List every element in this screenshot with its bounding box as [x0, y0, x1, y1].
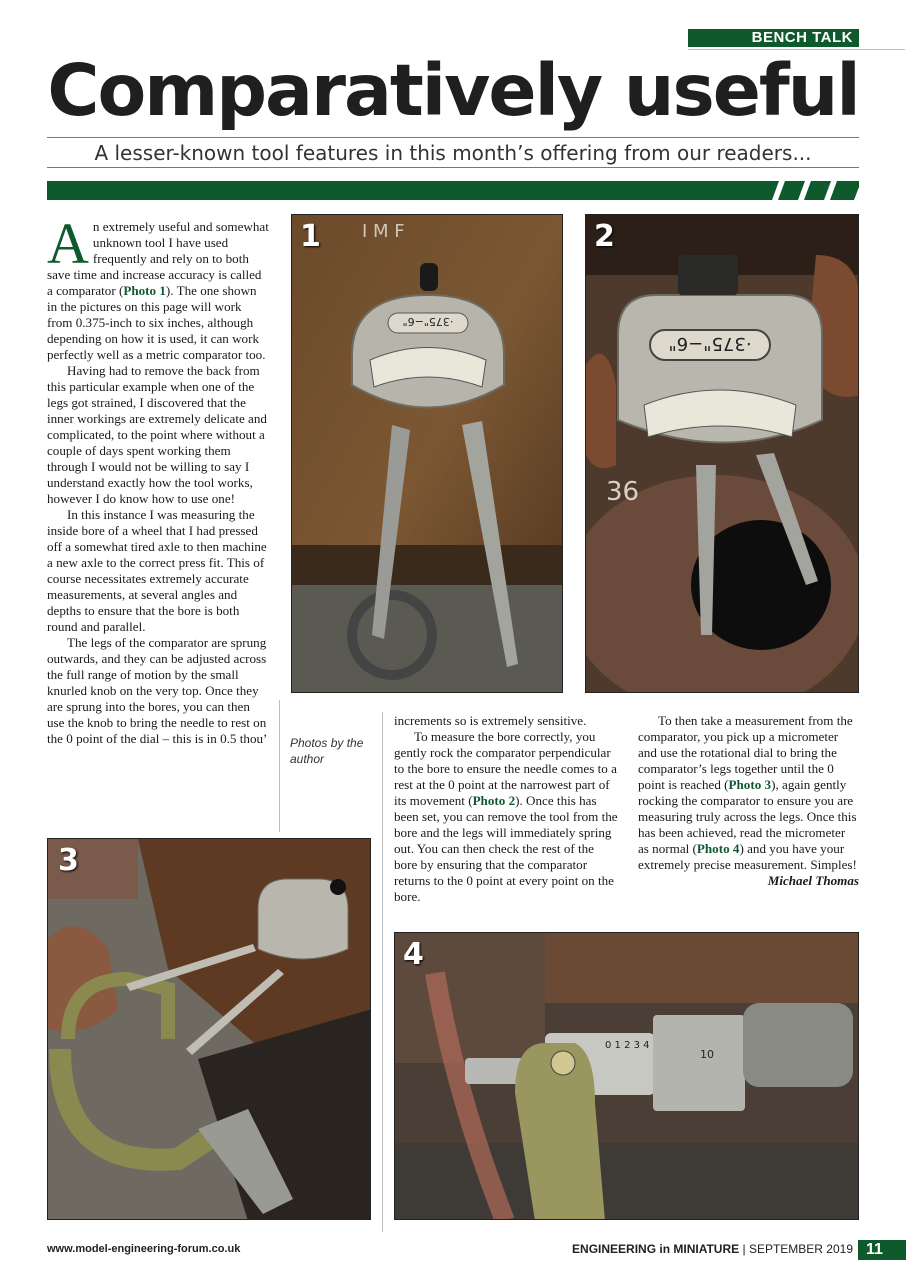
footer-magazine: ENGINEERING in MINIATURE: [572, 1242, 740, 1256]
standfirst: A lesser-known tool features in this month’s offering from our readers...: [94, 141, 812, 165]
photo-ref-3: Photo 3: [728, 777, 772, 792]
paragraph-1: [47, 211, 269, 363]
paragraph-1-text-b: ). The one shown in the pictures on this page will work from 0.375-inch to six inches, although depending on how it is used, it can work perfectly well as a metric comparator too.: [47, 283, 266, 362]
headline: Comparatively useful: [47, 49, 859, 132]
paragraph-2: Having had to remove the back from this particular example when one of the legs got strained, I discovered that the inner workings are extremely delicate and complicated, to the point where without a couple of days spent working them through I would not be willing to say I understand exactly how the tool works, however I do know how to use one!: [47, 363, 267, 506]
paragraph-4: The legs of the comparator are sprung outwards, and they can be adjusted across the full range of motion by the small knurled knob on the very top. Once they are sprung into the bores, you can then use the knob to bring the needle to rest on the 0 point of the dial – this is in 0.5 thou’: [47, 635, 268, 746]
column-2-paragraph-1: increments so is extremely sensitive.: [394, 713, 587, 728]
rule-bottom: [47, 167, 859, 168]
column-3-text-a: To then take a measurement from the comparator, you pick up a micrometer and use the rotational dial to bring the comparator’s legs together until the 0 point is reached (: [638, 713, 853, 792]
photo-2-scribble: 36: [606, 477, 640, 507]
photo-1-scribble: I M F: [362, 221, 405, 242]
column-2: [394, 713, 618, 905]
photo-2-image: [586, 215, 859, 693]
photo-3: [47, 838, 371, 1220]
photo-1-dial-text: ·375"−6": [402, 315, 454, 328]
photo-2: [585, 214, 859, 693]
drop-cap: A: [47, 211, 89, 276]
photo-1: [291, 214, 563, 693]
footer-date: | SEPTEMBER 2019: [742, 1242, 853, 1256]
column-2-text-a: To measure the bore correctly, you gently rock the comparator perpendicular to the bore to ensure the needle comes to a rest at the 0 point at the narrowest part of its movement (: [394, 729, 617, 808]
column-2-text-b: ). Once this has been set, you can remove the tool from the bore and the legs will immediately spring out. You can then check the rest of the bore by ensuring that the comparator returns to the 0 point at every point on the bore.: [394, 793, 618, 904]
column-1: [47, 211, 269, 747]
column-3-text-b: ), again gently rocking the comparator to ensure you are measuring truly across the legs. Once this has been achieved, read the micrometer as normal (: [638, 777, 857, 856]
photo-2-dial-text: ·375"−6": [668, 333, 752, 354]
photo-2-number: 2: [594, 219, 615, 254]
green-banner: [47, 181, 859, 200]
photo-1-image: [292, 215, 563, 693]
photo-credit: Photos by the author: [290, 736, 364, 766]
author-byline: Michael Thomas: [767, 873, 859, 888]
photo-4-scale: 0 1 2 3 4: [605, 1040, 650, 1051]
photo-3-image: [48, 839, 371, 1220]
section-tag: BENCH TALK: [688, 29, 859, 47]
footer-issue: [560, 1242, 853, 1256]
photo-3-number: 3: [58, 843, 79, 878]
page-number: 11: [858, 1240, 906, 1260]
photo-ref-1: Photo 1: [123, 283, 166, 298]
paragraph-1-text-a: n extremely useful and somewhat unknown tool I have used frequently and rely on to both save time and increase accuracy is called a comparator (: [47, 219, 269, 298]
photo-4-number: 4: [403, 937, 424, 972]
photo-4-thimble: 10: [700, 1048, 714, 1061]
column-divider-2: [382, 712, 383, 1232]
column-3: [638, 713, 859, 889]
rule-top: [47, 137, 859, 138]
column-3-text-c: ) and you have your extremely precise measurement. Simples!: [638, 841, 857, 872]
column-divider-1: [279, 700, 280, 832]
column-3-paragraph-1: [638, 713, 859, 873]
photo-4: [394, 932, 859, 1220]
photo-ref-4: Photo 4: [696, 841, 740, 856]
paragraph-3: In this instance I was measuring the inside bore of a wheel that I had pressed off a somewhat tired axle to then machine a new axle to the correct press fit. This of course necessitates extremely accurate measurements, at several angles and depths to ensure that the bore is both round and parallel.: [47, 507, 267, 634]
footer-url: www.model-engineering-forum.co.uk: [47, 1243, 241, 1255]
photo-4-image: [395, 933, 859, 1220]
photo-1-number: 1: [300, 219, 321, 254]
photo-ref-2: Photo 2: [472, 793, 516, 808]
column-2-paragraph-2: [394, 729, 618, 905]
